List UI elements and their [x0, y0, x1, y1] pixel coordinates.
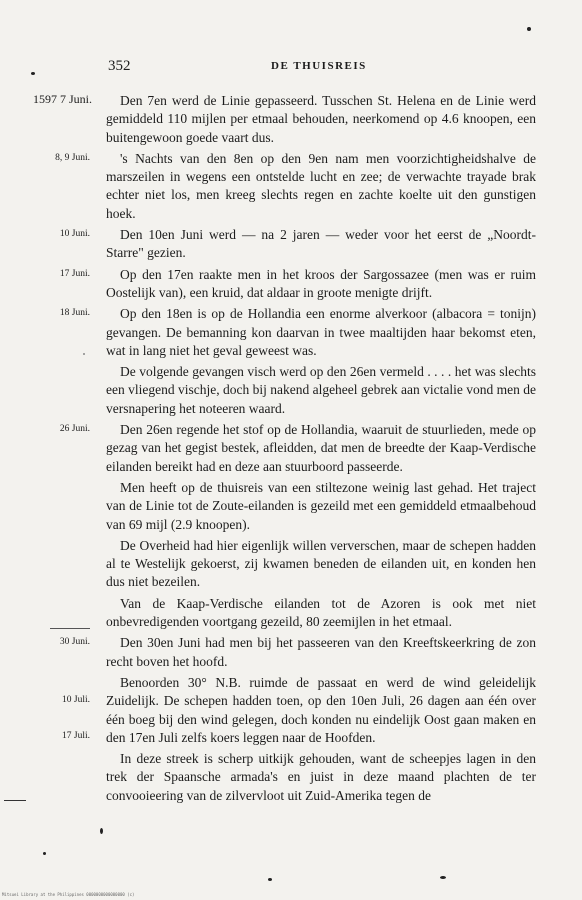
- paragraph: Den 7en werd de Linie gepasseerd. Tusschen St. Helena en de Linie werd gemiddeld 110 mijlen per etmaal behouden, neerkomend op 4.6 knoopen, een buitengewoon goede vaart dus.: [106, 93, 536, 145]
- paragraph: Van de Kaap-Verdische eilanden tot de Azoren is ook met niet onbevredigenden voortgang gezeild, 80 zeemijlen in het etmaal.: [106, 595, 536, 630]
- margin-date-17-juli: 17 Juli.: [62, 730, 90, 741]
- entry-30-juni: [0, 634, 582, 671]
- entry-overheid: [0, 537, 582, 592]
- scan-mark: [50, 628, 90, 629]
- entry-azoren: [0, 595, 582, 632]
- margin-date: 10 Juni.: [59, 229, 90, 240]
- paragraph: De Overheid had hier eigenlijk willen ververschen, maar de schepen hadden al te Westelijk gekoerst, zij kwamen beneden de eilanden uit, en konden hen dus niet bezeilen.: [106, 537, 536, 590]
- entry-8-9-juni: [0, 150, 582, 223]
- scan-speck: [43, 852, 46, 855]
- scan-speck: [440, 876, 446, 879]
- margin-date: 17 Juni.: [59, 268, 90, 279]
- entry-7-juni: [0, 92, 582, 147]
- paragraph: Den 30en Juni had men bij het passeeren van den Kreeftskeerkring de zon recht boven het hoofd.: [106, 635, 536, 669]
- entry-10-juni: [0, 226, 582, 263]
- paragraph: 's Nachts van den 8en op den 9en nam men voorzichtigheidshalve de marszeilen in wegens een ontstelde lucht en zee; de verwachte trayade brak echter niet los, men kreeg slechts regen en zachte koelte uit den gunstigen hoek.: [106, 150, 536, 221]
- entry-18-juni: [0, 305, 582, 360]
- paragraph: De volgende gevangen visch werd op den 26en vermeld . . . . het was slechts een vliegend vischje, doch bij nakend algeheel gebrek aan victalie vond men de versnapering het noteeren waard.: [106, 364, 536, 416]
- margin-date: 26 Juni.: [59, 424, 90, 435]
- entry-passaat: [0, 674, 582, 747]
- paragraph: Den 26en regende het stof op de Hollandia, waaruit de stuurlieden, mede op gezag van het gegist bestek, afleidden, dat men de breedte der Kaap-Verdische eilanden bereikt had en deze aan stuurboord passeerde.: [106, 422, 536, 474]
- margin-date-10-juli: 10 Juli.: [62, 694, 90, 705]
- entry-armada: [0, 750, 582, 805]
- scan-speck: [268, 878, 272, 881]
- scan-mark: [4, 800, 26, 801]
- paragraph: Op den 17en raakte men in het kroos der Sargossazee (men was er ruim Oostelijk van), een kruid, dat aldaar in groote menigte drijft.: [106, 266, 536, 300]
- margin-date: 18 Juni.: [59, 308, 90, 319]
- scan-speck: [83, 353, 85, 355]
- paragraph: Men heeft op de thuisreis van een stiltezone weinig last gehad. Het traject van de Linie tot de Zoute-eilanden is gezeild met een gemiddeld etmaalbehoud van 69 mijl (2.9 knoopen).: [106, 479, 536, 532]
- margin-date: 8, 9 Juni.: [55, 152, 90, 163]
- margin-date: 1597 7 Juni.: [32, 92, 92, 106]
- entry-26-juni: [0, 421, 582, 476]
- running-head: DE THUISREIS: [271, 60, 367, 72]
- scan-speck: [100, 828, 103, 834]
- margin-date: 30 Juni.: [59, 637, 90, 648]
- entry-stiltezone: [0, 479, 582, 534]
- paragraph: Benoorden 30° N.B. ruimde de passaat en werd de wind geleidelijk Zuidelijk. De schepen hadden toen, op den 10en Juli, 26 dagen aan één over één boeg bij den wind gelegen, doch konden nu eindelijk Oost gaan maken en den 17en Juli zelfs koers leggen naar de Hoofden.: [106, 674, 536, 745]
- paragraph: Den 10en Juni werd — na 2 jaren — weder voor het eerst de „Noordt-Starre" gezien.: [106, 227, 536, 261]
- page-number: 352: [108, 58, 131, 74]
- entry-vliegend-vischje: [0, 363, 582, 418]
- entry-17-juni: [0, 266, 582, 303]
- page-body: [0, 92, 582, 805]
- scan-footer: Mitsuei Library at the Philippines 0000000000000000 (c): [2, 892, 135, 897]
- paragraph: Op den 18en is op de Hollandia een enorme alverkoor (albacora = tonijn) gevangen. De bemanning kon daarvan in twee maaltijden haar bekomst eten, wat in lang niet het geval geweest was.: [106, 306, 536, 358]
- scan-speck: [31, 72, 35, 75]
- page-header: [0, 58, 582, 78]
- scan-speck: [527, 27, 531, 31]
- paragraph: In deze streek is scherp uitkijk gehouden, want de scheepjes lagen in den trek der Spaansche armada's en juist in deze maand plachten de ter convooieering van de zilvervloot uit Zuid-Amerika tegen de: [106, 751, 536, 803]
